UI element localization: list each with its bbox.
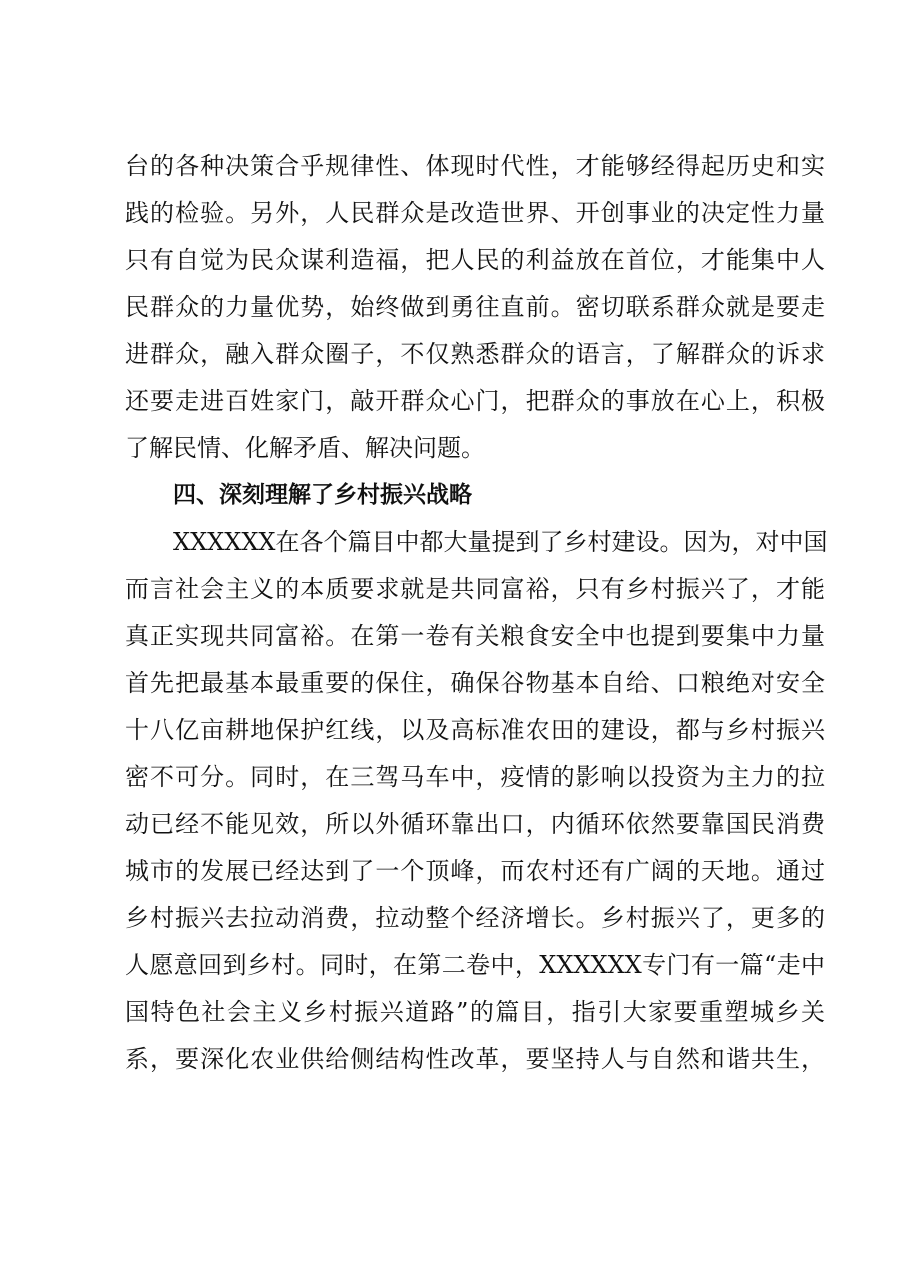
paragraph-2-line: 首先把最基本最重要的保住，确保谷物基本自给、口粮绝对安全 — [125, 669, 825, 697]
paragraph-2-line: 系，要深化农业供给侧结构性改革，要坚持人与自然和谐共生， — [125, 1045, 825, 1073]
paragraph-2-line: 动已经不能见效，所以外循环靠出口，内循环依然要靠国民消费 — [125, 810, 825, 838]
section-heading: 四、深刻理解了乡村振兴战略 — [173, 482, 472, 508]
paragraph-1-line: 还要走进百姓家门，敲开群众心门，把群众的事放在心上，积极 — [125, 387, 825, 415]
paragraph-1-line: 了解民情、化解矛盾、解决问题。 — [125, 434, 485, 462]
paragraph-2-line: 真正实现共同富裕。在第一卷有关粮食安全中也提到要集中力量 — [125, 622, 825, 650]
paragraph-2-line: 密不可分。同时，在三驾马车中，疫情的影响以投资为主力的拉 — [125, 763, 825, 791]
paragraph-2-line: 城市的发展已经达到了一个顶峰，而农村还有广阔的天地。通过 — [125, 857, 825, 885]
paragraph-2-line: 人愿意回到乡村。同时，在第二卷中，XXXXXX专门有一篇“走中 — [125, 951, 825, 979]
paragraph-2-line: 国特色社会主义乡村振兴道路”的篇目，指引大家要重塑城乡关 — [125, 998, 825, 1026]
paragraph-2-line: 而言社会主义的本质要求就是共同富裕，只有乡村振兴了，才能 — [125, 575, 825, 603]
paragraph-1-line: 进群众，融入群众圈子，不仅熟悉群众的语言，了解群众的诉求 — [125, 340, 825, 368]
paragraph-2-line: 十八亿亩耕地保护红线，以及高标准农田的建设，都与乡村振兴 — [125, 716, 825, 744]
paragraph-1-line: 台的各种决策合乎规律性、体现时代性，才能够经得起历史和实 — [125, 152, 825, 180]
paragraph-1-line: 民群众的力量优势，始终做到勇往直前。密切联系群众就是要走 — [125, 293, 825, 321]
paragraph-2-line: 乡村振兴去拉动消费，拉动整个经济增长。乡村振兴了，更多的 — [125, 904, 825, 932]
paragraph-1-line: 只有自觉为民众谋利造福，把人民的利益放在首位，才能集中人 — [125, 246, 825, 274]
document-body — [125, 143, 828, 1083]
paragraph-2-line: XXXXXX在各个篇目中都大量提到了乡村建设。因为，对中国 — [173, 528, 828, 556]
paragraph-1-line: 践的检验。另外，人民群众是改造世界、开创事业的决定性力量 — [125, 199, 825, 227]
